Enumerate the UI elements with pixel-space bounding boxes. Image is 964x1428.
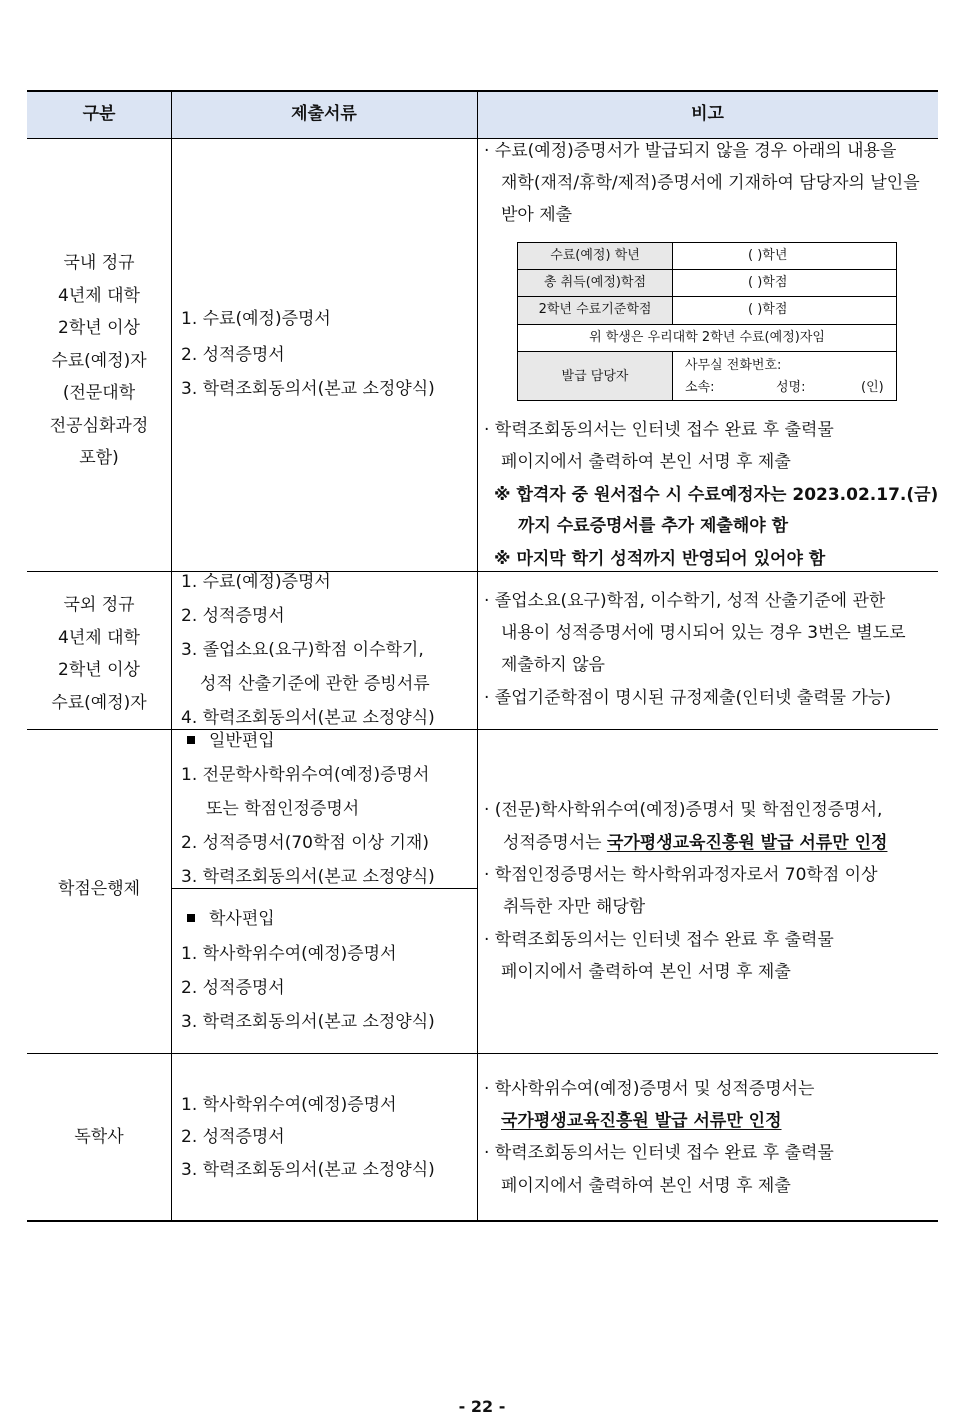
row3-remark-line: 취득한 자만 해당함	[503, 897, 646, 917]
row1-category: 국내 정규 4년제 대학 2학년 이상 수료(예정)자 (전문대학 전공심화과정 포함)	[49, 253, 149, 468]
column-divider	[477, 91, 478, 1221]
row2-doc-4: 4. 학력조회동의서(본교 소정양식)	[181, 708, 435, 728]
row1-doc-2: 2. 성적증명서	[181, 345, 285, 365]
row4-remark-bold: 국가평생교육진흥원 발급 서류만 인정	[501, 1111, 782, 1131]
row3-remark-line: · (전문)학사학위수여(예정)증명서 및 학점인정증명서,	[484, 800, 883, 820]
row2-remark-line: · 졸업기준학점이 명시된 규정제출(인터넷 출력물 가능)	[484, 688, 891, 708]
row3-general-doc-3: 3. 학력조회동의서(본교 소정양식)	[181, 867, 435, 887]
row4-remark-line: 페이지에서 출력하여 본인 서명 후 제출	[501, 1176, 791, 1196]
inner-seal-label: (인)	[861, 380, 884, 395]
row4-doc-2: 2. 성적증명서	[181, 1127, 285, 1147]
inner-name-label: 성명:	[776, 380, 806, 395]
row2-remark-line: · 졸업소요(요구)학점, 이수학기, 성적 산출기준에 관한	[484, 591, 886, 611]
row4-category: 독학사	[74, 1127, 124, 1147]
inner-label: 2학년 수료기준학점	[538, 302, 652, 317]
row4-remark-line: · 학력조회동의서는 인터넷 접수 완료 후 출력물	[484, 1143, 834, 1163]
row4-doc-3: 3. 학력조회동의서(본교 소정양식)	[181, 1160, 435, 1180]
row1-remark-line: 받아 제출	[501, 205, 573, 225]
row3-category: 학점은행제	[57, 879, 141, 899]
row3-bachelor-doc-2: 2. 성적증명서	[181, 978, 285, 998]
header-documents: 제출서류	[291, 104, 357, 124]
row-divider	[27, 571, 938, 572]
bullet-square-icon	[187, 914, 195, 922]
inner-value: ( )학년	[748, 248, 788, 263]
row1-doc-3: 3. 학력조회동의서(본교 소정양식)	[181, 379, 435, 399]
header-category: 구분	[82, 104, 116, 124]
subrow-divider	[171, 888, 477, 889]
inner-value: ( )학점	[748, 302, 788, 317]
row-divider	[27, 1053, 938, 1054]
inner-label: 수료(예정) 학년	[550, 248, 640, 263]
general-transfer-title: 일반편입	[181, 731, 275, 751]
column-divider	[171, 91, 172, 1221]
row2-doc-2: 2. 성적증명서	[181, 606, 285, 626]
row1-remark-line: · 학력조회동의서는 인터넷 접수 완료 후 출력물	[484, 420, 834, 440]
row2-doc-3-cont: 성적 산출기준에 관한 증빙서류	[200, 674, 430, 694]
inner-statement: 위 학생은 우리대학 2학년 수료(예정)자임	[589, 330, 825, 345]
row-divider	[27, 729, 938, 730]
inner-label: 총 취득(예정)학점	[543, 275, 647, 290]
inner-phone-label: 사무실 전화번호:	[685, 358, 782, 373]
header-remarks: 비고	[691, 104, 724, 124]
bullet-square-icon	[187, 736, 195, 744]
inner-value: ( )학점	[748, 275, 788, 290]
row1-remark-line: 페이지에서 출력하여 본인 서명 후 제출	[501, 452, 791, 472]
bachelor-transfer-title: 학사편입	[181, 909, 275, 929]
row3-general-doc-1: 1. 전문학사학위수여(예정)증명서	[181, 765, 430, 785]
header-divider	[27, 138, 938, 139]
row2-doc-3: 3. 졸업소요(요구)학점 이수학기,	[181, 640, 424, 660]
row3-general-doc-2: 2. 성적증명서(70학점 이상 기재)	[181, 833, 429, 853]
row4-doc-1: 1. 학사학위수여(예정)증명서	[181, 1095, 397, 1115]
row1-note: 까지 수료증명서를 추가 제출해야 함	[518, 516, 789, 536]
row2-category: 국외 정규 4년제 대학 2학년 이상 수료(예정)자	[51, 595, 147, 713]
row1-note: ※ 마지막 학기 성적까지 반영되어 있어야 함	[494, 549, 826, 569]
page-number: - 22 -	[458, 1397, 506, 1416]
row4-remark-line: · 학사학위수여(예정)증명서 및 성적증명서는	[484, 1079, 815, 1099]
row1-remark-line: 재학(재적/휴학/제적)증명서에 기재하여 담당자의 날인을	[501, 173, 920, 193]
row3-bachelor-doc-1: 1. 학사학위수여(예정)증명서	[181, 944, 397, 964]
table-bottom-border	[27, 1220, 938, 1222]
row3-bachelor-doc-3: 3. 학력조회동의서(본교 소정양식)	[181, 1012, 435, 1032]
row2-remark-line: 내용이 성적증명서에 명시되어 있는 경우 3번은 별도로	[501, 623, 906, 643]
row3-general-doc-1-cont: 또는 학점인정증명서	[206, 799, 360, 819]
row1-remark-line: · 수료(예정)증명서가 발급되지 않을 경우 아래의 내용을	[484, 141, 897, 161]
row3-remark-line: 성적증명서는 국가평생교육진흥원 발급 서류만 인정	[503, 833, 888, 853]
inner-affiliation-label: 소속:	[685, 380, 715, 395]
completion-confirmation-table	[517, 242, 897, 401]
row3-remark-line: 페이지에서 출력하여 본인 서명 후 제출	[501, 962, 791, 982]
inner-issuer-label: 발급 담당자	[561, 369, 629, 384]
row3-remark-line: · 학력조회동의서는 인터넷 접수 완료 후 출력물	[484, 930, 834, 950]
row3-remark-line: · 학점인정증명서는 학사학위과정자로서 70학점 이상	[484, 865, 878, 885]
row1-note: ※ 합격자 중 원서접수 시 수료예정자는 2023.02.17.(금)	[494, 485, 939, 505]
row2-doc-1: 1. 수료(예정)증명서	[181, 572, 331, 592]
row2-remark-line: 제출하지 않음	[501, 655, 605, 675]
row1-doc-1: 1. 수료(예정)증명서	[181, 309, 331, 329]
